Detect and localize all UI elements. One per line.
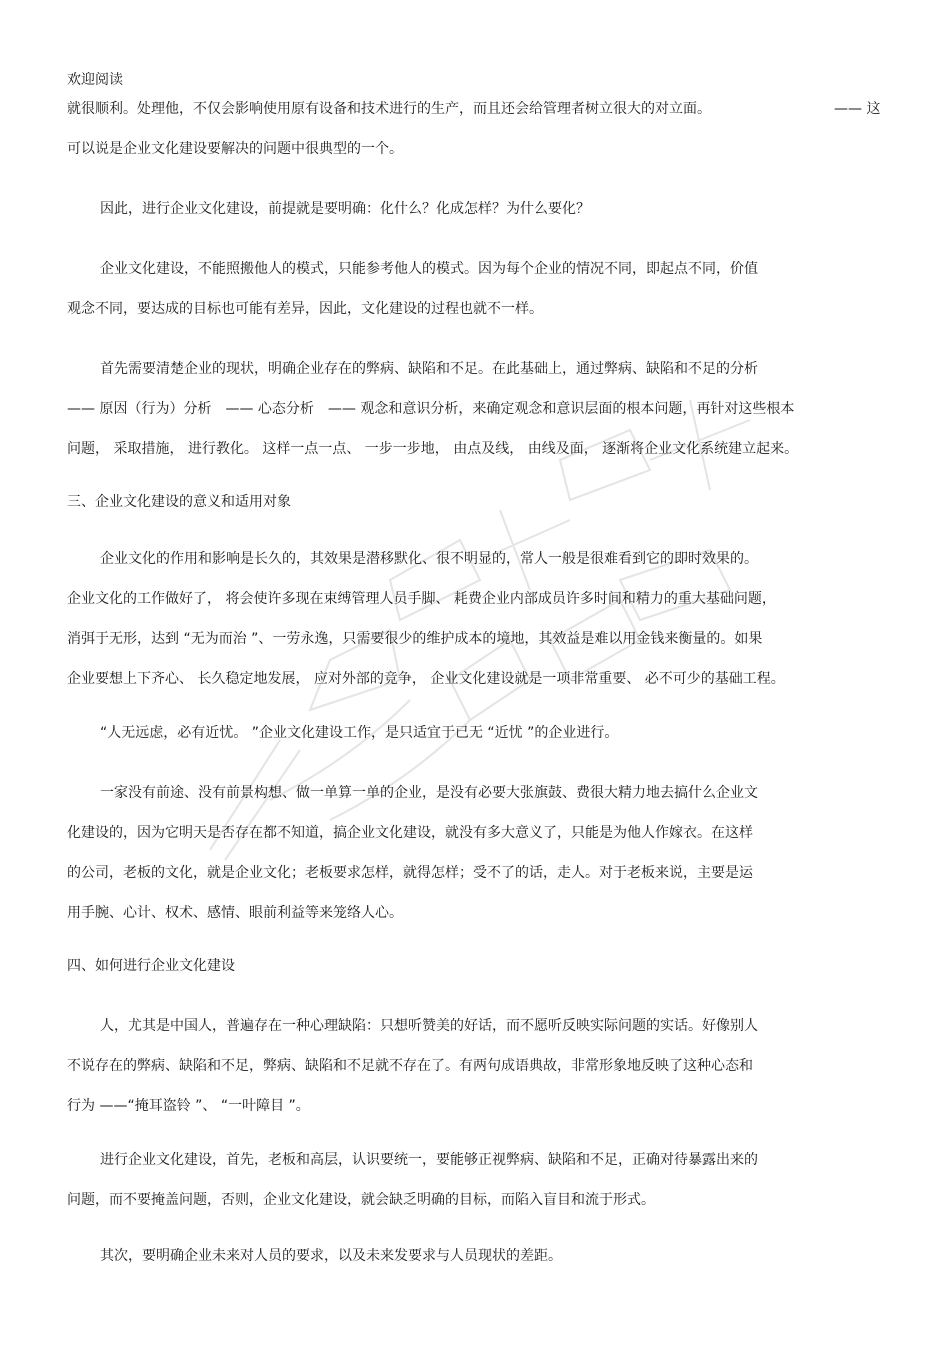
watermark (150, 380, 800, 940)
paragraph-line: 其次，要明确企业未来对人员的要求，以及未来发要求与人员现状的差距。 (100, 1248, 562, 1264)
paragraph-line: 因此，进行企业文化建设，前提就是要明确：化什么？化成怎样？为什么要化？ (100, 201, 590, 217)
paragraph-line: 企业要想上下齐心、 长久稳定地发展， 应对外部的竞争， 企业文化建设就是一项非常重要、 必不可少的基础工程。 (67, 671, 785, 687)
paragraph-line: 不说存在的弊病、缺陷和不足，弊病、缺陷和不足就不存在了。有两句成语典故，非常形象地反映了这种心态和 (67, 1058, 753, 1074)
paragraph-line-tail: —— 这 (834, 101, 881, 117)
paragraph-line: 进行企业文化建设，首先，老板和高层，认识要统一，要能够正视弊病、缺陷和不足，正确对待暴露出来的 (100, 1152, 758, 1168)
paragraph-line: 问题，而不要掩盖问题，否则，企业文化建设，就会缺乏明确的目标，而陷入盲目和流于形式。 (67, 1192, 655, 1208)
paragraph-line: 行为 ——“掩耳盗铃 ”、 “一叶障目 ”。 (67, 1098, 310, 1114)
page-header: 欢迎阅读 (67, 72, 123, 88)
paragraph-line: 问题， 采取措施， 进行教化。 这样一点一点、 一步一步地， 由点及线， 由线及面， 逐渐将企业文化系统建立起来。 (67, 441, 799, 457)
paragraph-line: 的公司，老板的文化，就是企业文化；老板要求怎样，就得怎样；受不了的话，走人。对于老板来说，主要是运 (67, 865, 753, 881)
paragraph-line: 用手腕、心计、权术、感情、眼前利益等来笼络人心。 (67, 905, 403, 921)
paragraph-line: 就很顺利。处理他，不仅会影响使用原有设备和技术进行的生产，而且还会给管理者树立很大的对立面。 (67, 101, 711, 117)
paragraph-line: 企业文化的工作做好了， 将会使许多现在束缚管理人员手脚、 耗费企业内部成员许多时间和精力的重大基础问题， (67, 591, 776, 607)
paragraph-line: 化建设的，因为它明天是否存在都不知道，搞企业文化建设，就没有多大意义了，只能是为他人作嫁衣。在这样 (67, 825, 753, 841)
paragraph-line: 企业文化的作用和影响是长久的，其效果是潜移默化、很不明显的，常人一般是很难看到它的即时效果的。 (100, 551, 758, 567)
paragraph-line: 首先需要清楚企业的现状，明确企业存在的弊病、缺陷和不足。在此基础上，通过弊病、缺陷和不足的分析 (100, 361, 758, 377)
paragraph-line: —— 原因（行为）分析 —— 心态分析 —— 观念和意识分析，来确定观念和意识层面的根本问题，再针对这些根本 (67, 401, 795, 417)
paragraph-line: 观念不同，要达成的目标也可能有差异，因此，文化建设的过程也就不一样。 (67, 301, 543, 317)
section-heading: 四、如何进行企业文化建设 (67, 958, 235, 974)
paragraph-line: 一家没有前途、没有前景构想、做一单算一单的企业，是没有必要大张旗鼓、费很大精力地去搞什么企业文 (100, 785, 758, 801)
paragraph-line: “人无远虑，必有近忧。 ”企业文化建设工作，是只适宜于已无 “近忧 ”的企业进行。 (100, 725, 619, 741)
paragraph-line: 消弭于无形，达到 “无为而治 ”、一劳永逸，只需要很少的维护成本的境地，其效益是难以用金钱来衡量的。如果 (67, 631, 763, 647)
section-heading: 三、企业文化建设的意义和适用对象 (67, 494, 291, 510)
paragraph-line: 人，尤其是中国人，普遍存在一种心理缺陷：只想听赞美的好话，而不愿听反映实际问题的实话。好像别人 (100, 1018, 758, 1034)
paragraph-line: 可以说是企业文化建设要解决的问题中很典型的一个。 (67, 141, 403, 157)
paragraph-line: 企业文化建设，不能照搬他人的模式，只能参考他人的模式。因为每个企业的情况不同，即起点不同，价值 (100, 261, 758, 277)
